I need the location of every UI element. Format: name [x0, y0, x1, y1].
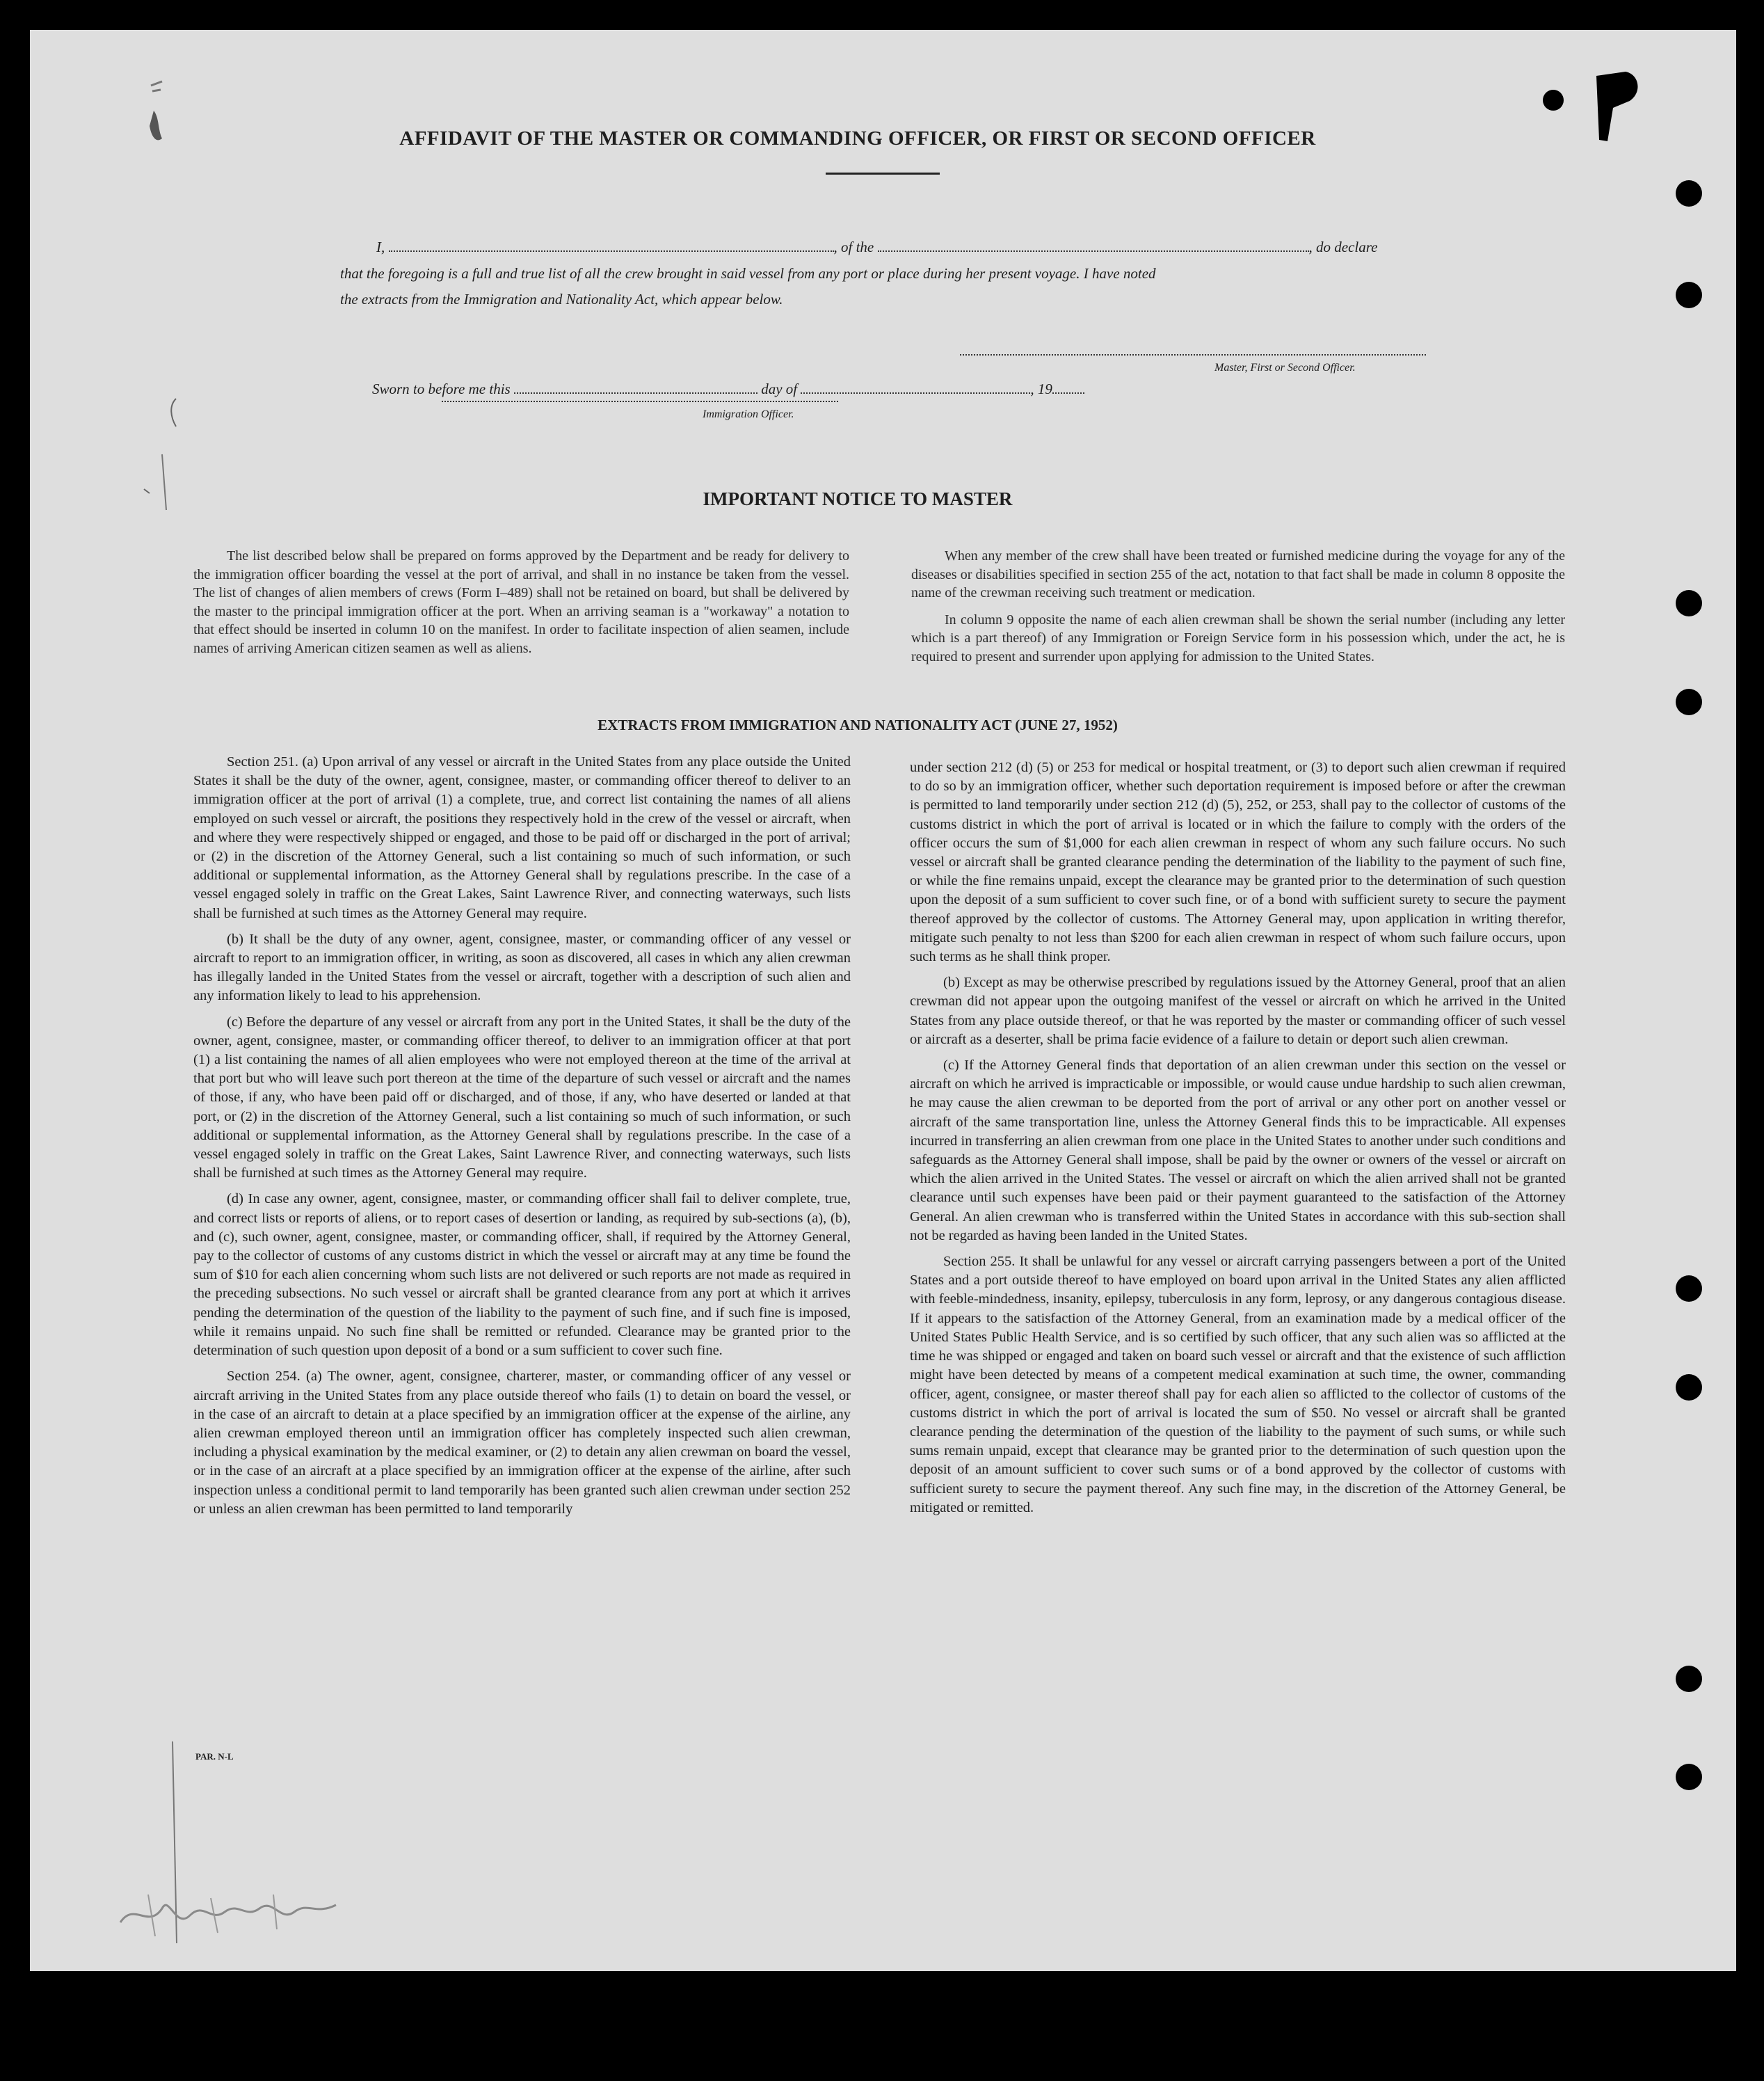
punch-hole [1676, 1764, 1702, 1790]
document-page [30, 30, 1736, 1971]
notice-paragraph: In column 9 opposite the name of each alien crewman shall be shown the serial number (including any letter which is a part thereof) of any Immigration or Foreign Service form in his possession which, under the act, he is required to present and surrender upon applying for admission to the United States. [911, 612, 1565, 664]
sworn-prefix-label: Sworn to before me this [372, 381, 511, 397]
extracts-right-column [910, 758, 1566, 1524]
extracts-left-column [193, 753, 851, 1526]
declaration-i-label: I, [376, 239, 385, 255]
declaration-text-line: the extracts from the Immigration and Nationality Act, which appear below. [340, 291, 783, 308]
extracts-heading: EXTRACTS FROM IMMIGRATION AND NATIONALITY ACT (JUNE 27, 1952) [598, 717, 1118, 733]
immigration-officer-signature-field[interactable] [442, 401, 838, 402]
vessel-name-field[interactable] [878, 239, 1309, 252]
sworn-day-of-label: day of [761, 381, 798, 397]
punch-hole [1676, 1374, 1702, 1401]
handwritten-signature [106, 1881, 357, 1943]
punch-hole [1676, 590, 1702, 616]
affidavit-title: AFFIDAVIT OF THE MASTER OR COMMANDING OFFICER, OR FIRST OR SECOND OFFICER [399, 127, 1316, 150]
statute-paragraph: Section 254. (a) The owner, agent, consignee, charterer, master, or commanding officer of any vessel or aircraft arriving in the United States from any place outside thereof who fails (1) to detain on board the vessel, or in the case of an aircraft to detain at a place specified by an immigration officer at the expense of the airline, any alien crewman employed thereon until an immigration officer has completely inspected such alien crewman, including a physical examination by the medical examiner, or (2) to detain any alien crewman on board the vessel, or in the case of an aircraft at a place specified by an immigration officer at the expense of the airline, after such inspection unless a conditional permit to land temporarily has been granted such alien crewman under section 252 or unless an alien crewman has been permitted to land temporarily [193, 1369, 851, 1517]
statute-paragraph: (b) Except as may be otherwise prescribed by regulations issued by the Attorney General, proof that an alien crewman did not appear upon the outgoing manifest of the vessel or aircraft on which he arrived in the United States from any place outside thereof, or that he was reported by the master or commanding officer of such vessel or aircraft as a deserter, shall be prima facie evidence of a failure to detain or deport such alien crewman. [910, 975, 1566, 1047]
notice-left-column [193, 547, 849, 666]
margin-pencil-mark [134, 392, 190, 531]
notice-paragraph: The list described below shall be prepared on forms approved by the Department and be ready for delivery to the immigration officer boarding the vessel at the port of arrival, and shall in no instance be taken from the vessel. The list of changes of alien members of crews (Form I–489) shall not be retained on board, but shall be delivered by the master to the principal immigration officer at the port. When an arriving seaman is a "workaway" a notation to that effect should be inserted in column 10 on the manifest. In order to facilitate inspection of alien seamen, include names of arriving American citizen seamen as well as aliens. [193, 548, 849, 656]
sworn-day-field[interactable] [514, 381, 757, 394]
declarant-name-field[interactable] [389, 239, 834, 252]
form-code-mark: PAR. N-L [195, 1751, 234, 1762]
sworn-line [372, 381, 1084, 398]
statute-paragraph: under section 212 (d) (5) or 253 for medical or hospital treatment, or (3) to deport such alien crewman if required to do so by an immigration officer, whether such deportation requirement is imposed before or after the crewman is permitted to land temporarily under section 212 (d) (5), 252, or 253, shall pay to the collector of customs of the customs district in which the port of arrival is located or in which the failure to comply with the orders of the officer occurs the sum of $1,000 for each alien crewman in respect of whom any such failure occurs. No such vessel or aircraft shall be granted clearance pending the determination of the liability to the payment of such fine, or while the fine remains unpaid, except the clearance may be granted prior to the determination of such question upon the deposit of a sum sufficient to cover such fine, or of a bond with sufficient surety to secure the payment thereof approved by the collector of customs. The Attorney General may, upon application in writing therefor, mitigate such penalty to not less than $200 for each alien crewman in respect of whom such failure occurs, upon such terms as he shall think proper. [910, 760, 1566, 965]
statute-paragraph: Section 251. (a) Upon arrival of any vessel or aircraft in the United States from any place outside the United States it shall be the duty of the owner, agent, consignee, master, or commanding officer thereof to deliver to an immigration officer at the port of arrival (1) a complete, true, and correct list containing the names of all aliens employed on such vessel or aircraft, the positions they respectively hold in the crew of the vessel or aircraft, when and where they were respectively shipped or engaged, and those to be paid off or discharged in the port of arrival; or (2) in the discretion of the Attorney General, such a list containing so much of such information, or such additional or supplemental information, as the Attorney General shall by regulations prescribe. In the case of a vessel engaged solely in traffic on the Great Lakes, Saint Lawrence River, and connecting waterways, such lists shall be furnished at such times as the Attorney General may require. [193, 754, 851, 921]
sworn-year-field[interactable] [1052, 381, 1084, 394]
punch-hole [1676, 1275, 1702, 1302]
declaration-text-line: that the foregoing is a full and true list of all the crew brought in said vessel from any port or place during her present voyage. I have noted [340, 265, 1156, 282]
sworn-month-field[interactable] [801, 381, 1030, 394]
statute-paragraph: (c) If the Attorney General finds that deportation of an alien crewman under this section on the vessel or aircraft on which he arrived is impracticable or impossible, or would cause undue hardship to such alien crewman, he may cause the alien crewman to be deported from the port of arrival or any other port on another vessel or aircraft of the same transportation line, unless the Attorney General finds this to be impracticable. All expenses incurred in transferring an alien crewman from one place in the United States to another under such conditions and safeguards as the Attorney General shall impose, shall be paid by the owner or owners of the vessel or aircraft on which the alien arrived in the United States. The vessel or aircraft on which the alien arrived shall not be granted clearance until such expenses have been paid or their payment guaranteed to the satisfaction of the Attorney General. An alien crewman who is transferred within the United States in accordance with this sub-section shall not be regarded as having been landed in the United States. [910, 1058, 1566, 1243]
notice-paragraph: When any member of the crew shall have been treated or furnished medicine during the voyage for any of the diseases or disabilities specified in section 255 of the act, notation to that fact shall be made in column 8 opposite the name of the crewman receiving such treatment or medication. [911, 548, 1565, 600]
notice-heading: IMPORTANT NOTICE TO MASTER [703, 488, 1013, 509]
notice-right-column [911, 547, 1565, 674]
declaration-line [376, 239, 1377, 256]
master-signature-caption: Master, First or Second Officer. [1214, 362, 1356, 374]
punch-hole [1676, 282, 1702, 308]
declaration-of-label: , of the [833, 239, 874, 255]
sworn-year-label: , 19 [1030, 381, 1052, 397]
punch-hole [1676, 689, 1702, 715]
statute-paragraph: Section 255. It shall be unlawful for any vessel or aircraft carrying passengers between a port of the United States and a port outside thereof to have employed on board upon arrival in the United States any alien afflicted with feeble-mindedness, insanity, epilepsy, tuberculosis in any form, leprosy, or any dangerous contagious disease. If it appears to the satisfaction of the Attorney General, from an examination made by a medical officer of the United States Public Health Service, and is so certified by such officer, that any such alien was so afflicted at the time he was shipped or engaged and taken on board such vessel or aircraft and that the existence of such affliction might have been detected by means of a competent medical examination at such time, the owner, commanding officer, agent, consignee, or master thereof shall pay for each alien so afflicted to the collector of customs of the customs district in which the port of arrival is located the sum of $50. No vessel or aircraft shall be granted clearance pending the determination of the question of the liability to the payment of such sums, or while such sums remain unpaid, except that clearance may be granted prior to the determination of such question upon the deposit of an amount sufficient to cover such sums or of a bond approved by the collector of customs with sufficient surety to secure the payment thereof. Any such fine may, in the discretion of the Attorney General, be mitigated or remitted. [910, 1254, 1566, 1515]
title-divider [826, 173, 940, 175]
declaration-declare-label: , do declare [1308, 239, 1378, 255]
punch-hole [1543, 90, 1564, 111]
statute-paragraph: (b) It shall be the duty of any owner, agent, consignee, master, or commanding officer of any vessel or aircraft to report to an immigration officer, in writing, as soon as discovered, all cases in which any alien crewman has illegally landed in the United States from the vessel or aircraft, together with a description of such alien and any information likely to lead to his apprehension. [193, 931, 851, 1004]
punch-hole [1676, 1666, 1702, 1692]
immigration-officer-caption: Immigration Officer. [703, 408, 794, 420]
statute-paragraph: (d) In case any owner, agent, consignee, master, or commanding officer shall fail to deliver complete, true, and correct lists or reports of aliens, or to report cases of desertion or landing, as required by sub-sections (a), (b), and (c), such owner, agent, consignee, master, or commanding officer, shall, if required by the Attorney General, pay to the collector of customs of any customs district in which the vessel or aircraft may at any time be found the sum of $10 for each alien concerning whom such lists are not delivered or such reports are not made as required in the preceding subsections. No such vessel or aircraft shall be granted clearance from any port at which it arrives pending the determination of the question of the liability to the payment of such fine, and if such fine is imposed, while it remains unpaid. No such fine shall be remitted or refunded. Clearance may be granted prior to the determination of such question upon deposit of a bond or a sum sufficient to cover such fine. [193, 1191, 851, 1359]
master-signature-field[interactable] [960, 354, 1426, 356]
statute-paragraph: (c) Before the departure of any vessel or aircraft from any port in the United States, it shall be the duty of the owner, agent, consignee, master, or commanding officer thereof, to deliver to an immigration officer at that port (1) a list containing the names of all alien employees who were not employed thereon at the time of the arrival at that port but who will leave such port thereon at the time of the departure of such vessel or aircraft and the names of those, if any, who have been paid off or discharged, and of those, if any, who have deserted or landed at that port, or (2) in the discretion of the Attorney General, such a list containing so much of such information, or such additional or supplemental information, as the Attorney General shall by regulations prescribe. In the case of a vessel engaged solely in traffic on the Great Lakes, Saint Lawrence River, and connecting waterways, such lists shall be furnished at such times as the Attorney General may require. [193, 1014, 851, 1181]
punch-hole [1676, 180, 1702, 207]
